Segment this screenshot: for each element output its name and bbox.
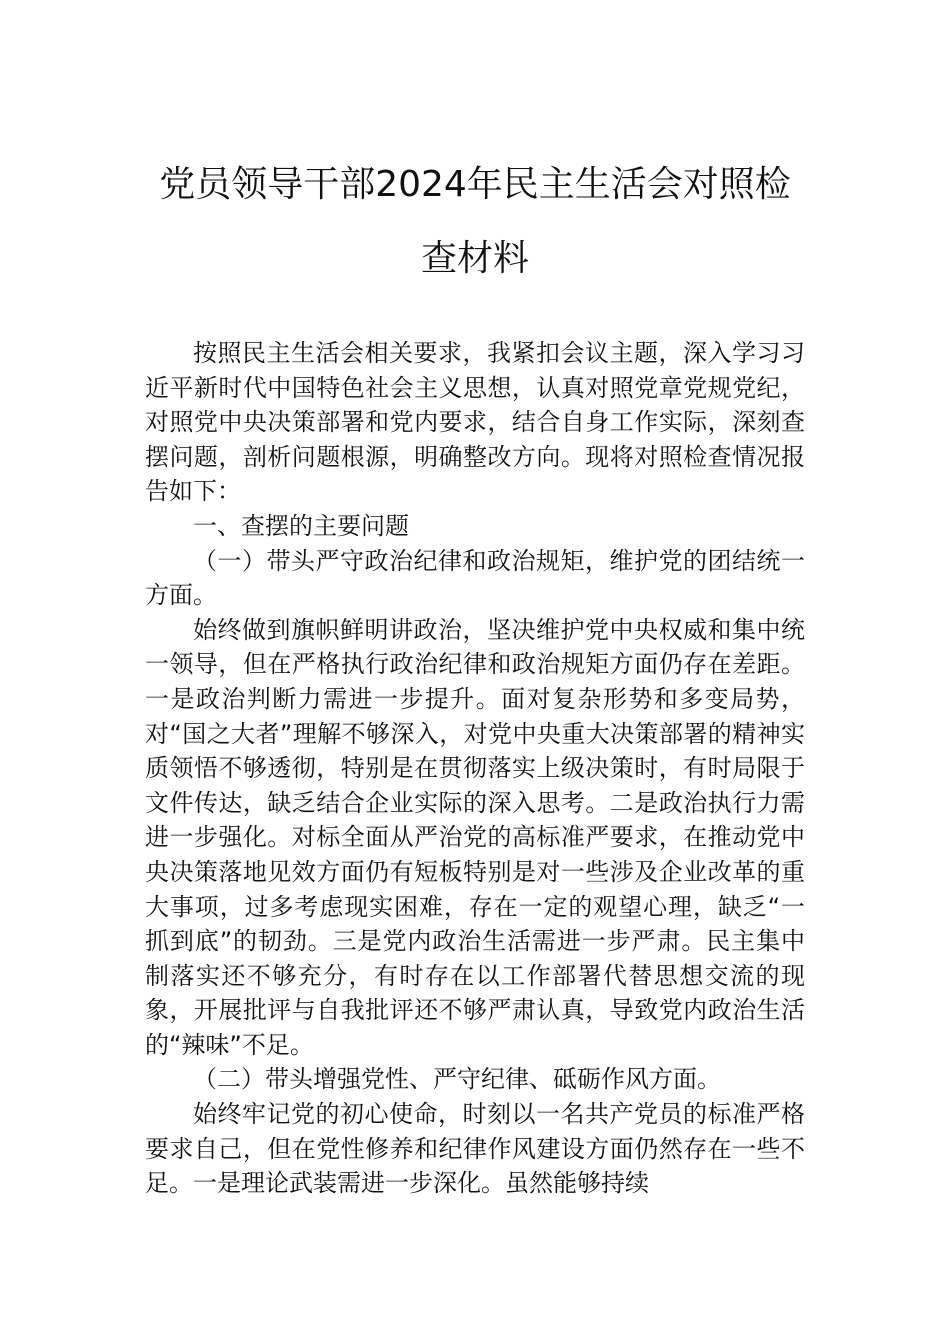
title-line-2: 查材料 [420,238,529,279]
document-title [0,148,950,296]
body-paragraph-1: 始终做到旗帜鲜明讲政治，坚决维护党中央权威和集中统一领导，但在严格执行政治纪律和政治规矩方面仍存在差距。一是政治判断力需进一步提升。面对复杂形势和多变局势，对“国之大者”理解不够深入，对党中央重大决策部署的精神实质领悟不够透彻，特别是在贯彻落实上级决策时，有时局限于文件传达，缺乏结合企业实际的深入思考。二是政治执行力需进一步强化。对标全面从严治党的高标准严要求，在推动党中央决策落地见效方面仍有短板特别是对一些涉及企业改革的重大事项，过多考虑现实困难，存在一定的观望心理，缺乏“一抓到底”的韧劲。三是党内政治生活需进一步严肃。民主集中制落实还不够充分，有时存在以工作部署代替思想交流的现象，开展批评与自我批评还不够严肃认真，导致党内政治生活的“辣味”不足。 [145,615,805,1059]
title-line-1: 党员领导干部2024年民主生活会对照检 [159,164,791,205]
subsection-heading-2: （二）带头增强党性、严守纪律、砥砺作风方面。 [193,1065,721,1094]
subsection-heading-1: （一）带头严守政治纪律和政治规矩，维护党的团结统一方面。 [145,546,805,610]
intro-paragraph: 按照民主生活会相关要求，我紧扣会议主题，深入学习习近平新时代中国特色社会主义思想，认真对照党章党规党纪，对照党中央决策部署和党内要求，结合自身工作实际，深刻查摆问题，剖析问题根源，明确整改方向。现将对照检查情况报告如下： [145,339,805,506]
section-heading-1: 一、查摆的主要问题 [193,511,409,540]
document-body [145,336,805,1201]
body-paragraph-2: 始终牢记党的初心使命，时刻以一名共产党员的标准严格要求自己，但在党性修养和纪律作风建设方面仍然存在一些不足。一是理论武装需进一步深化。虽然能够持续 [145,1100,805,1198]
